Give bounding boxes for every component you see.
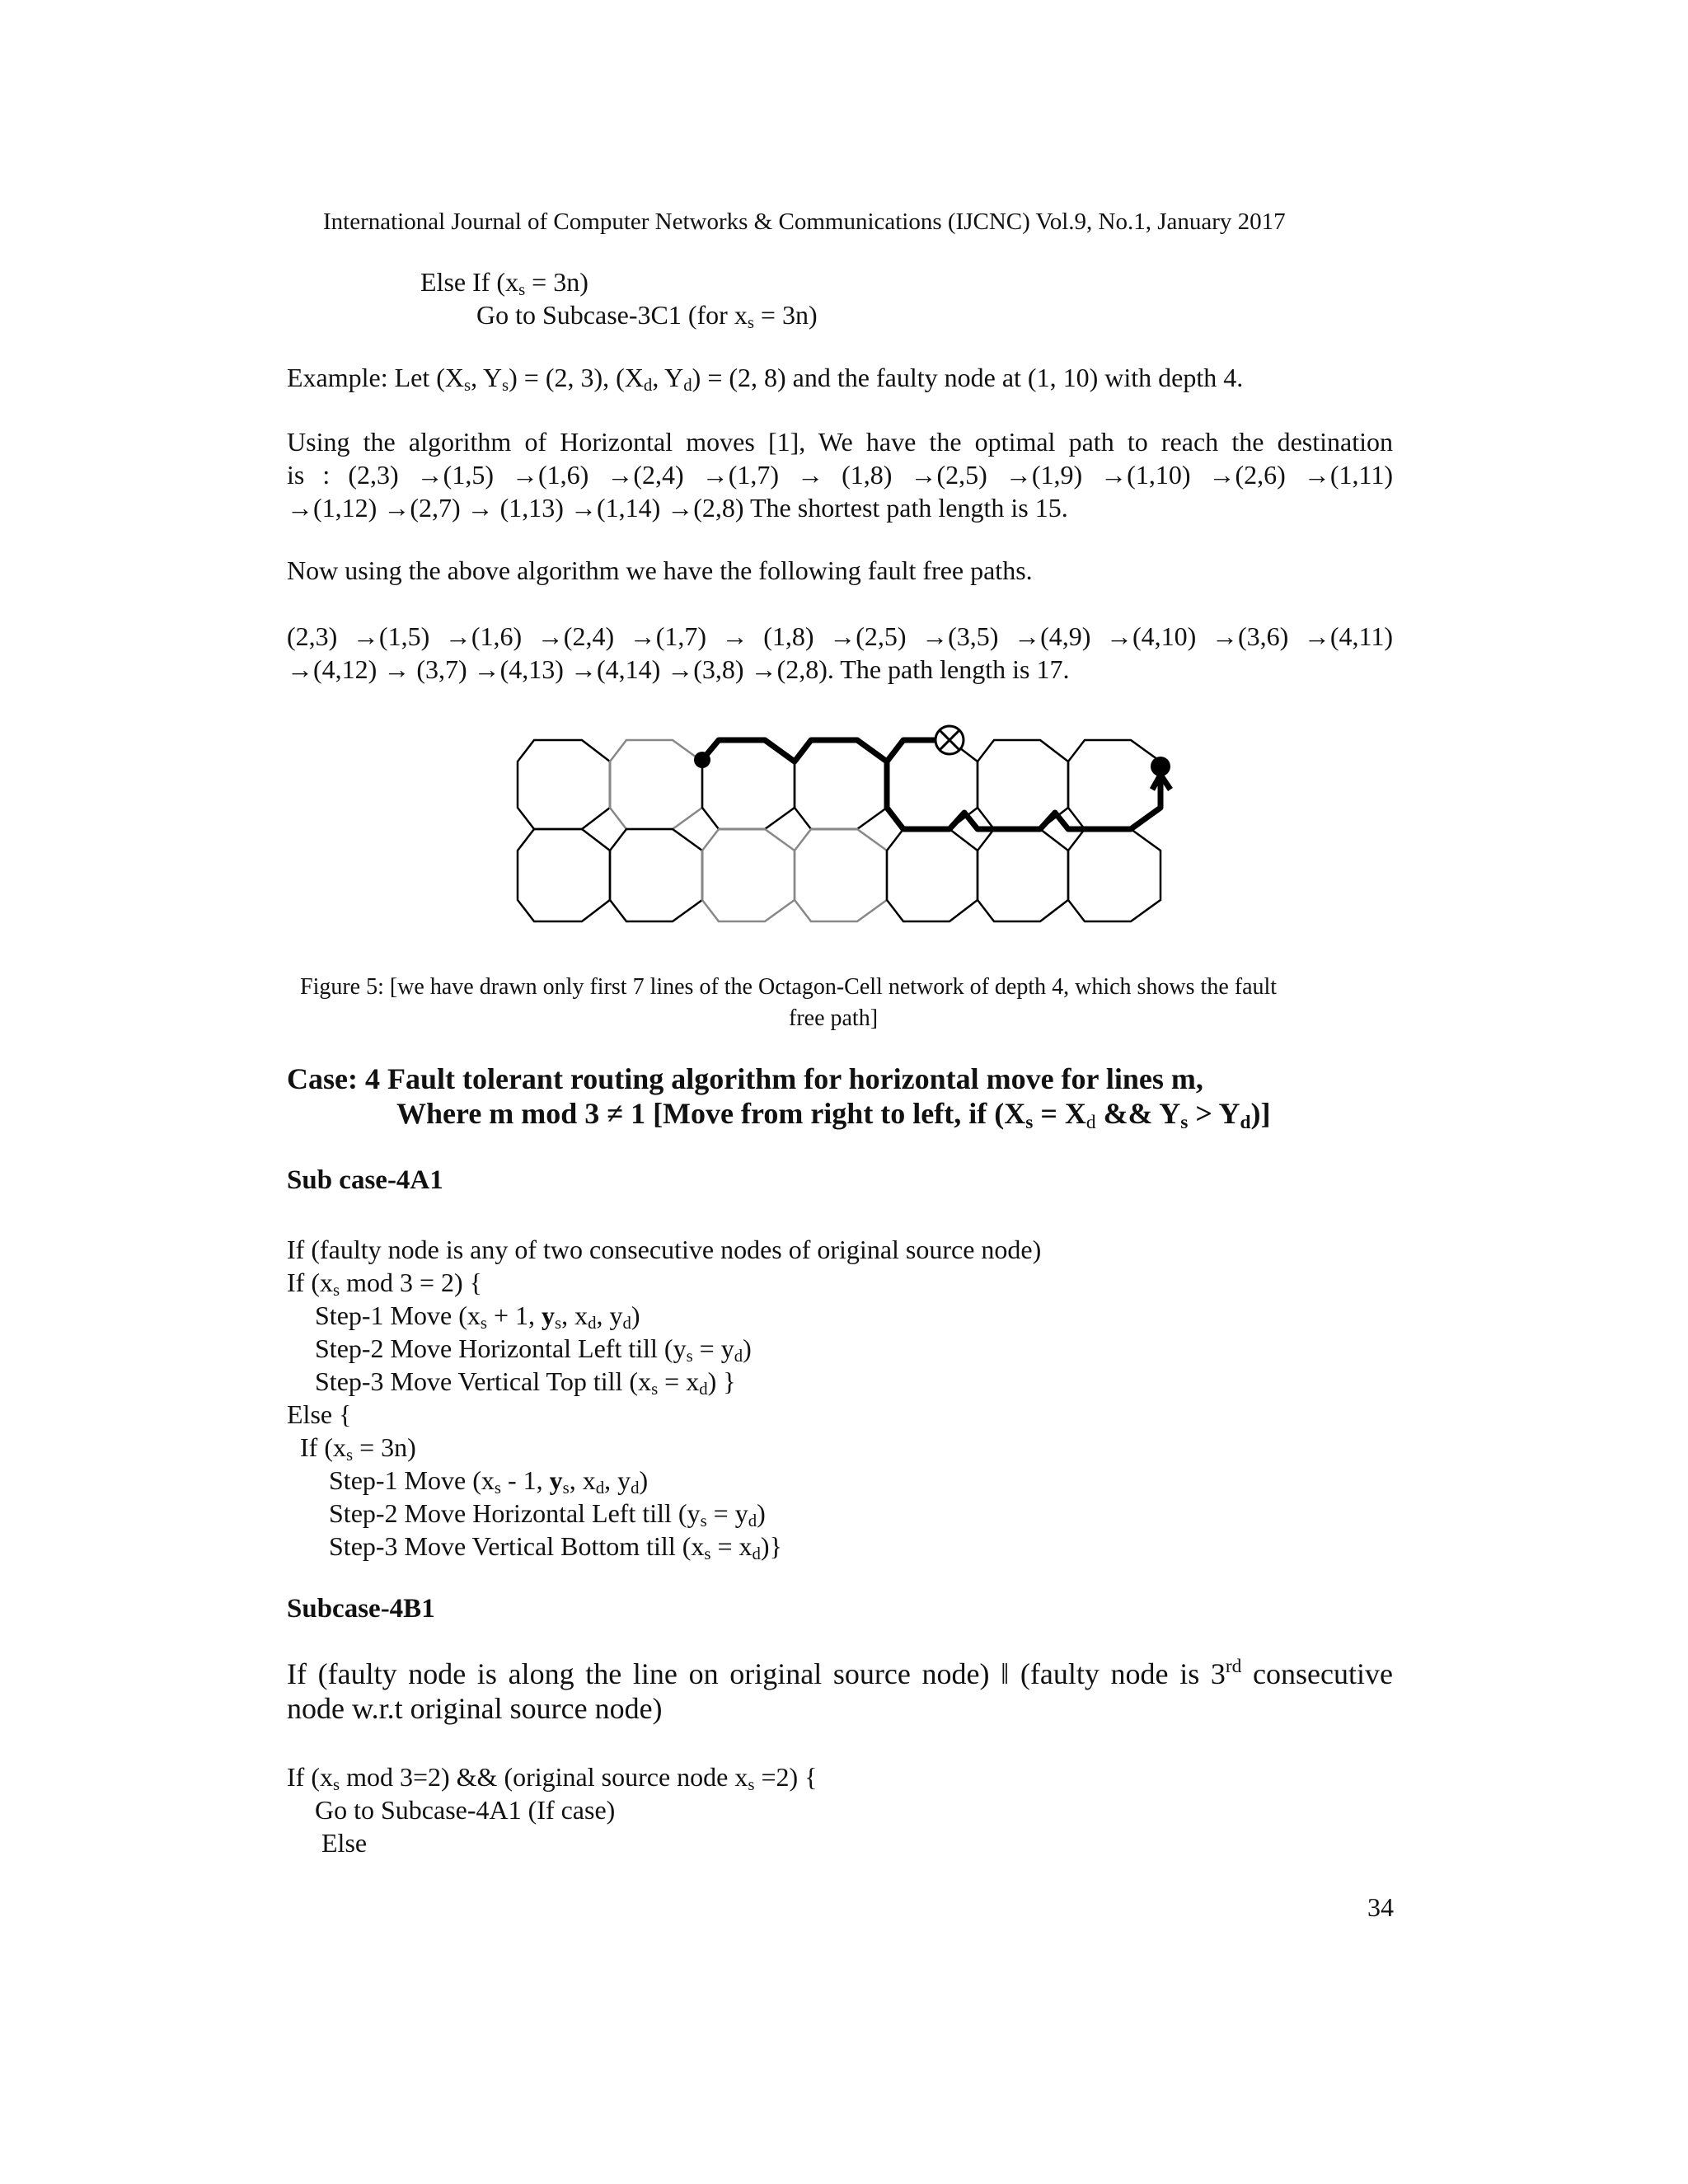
superscript: rd bbox=[1225, 1655, 1242, 1677]
octagon-cell bbox=[887, 829, 978, 921]
figure-caption-line1: Figure 5: [we have drawn only first 7 lines of the Octagon-Cell network of depth 4, which shows the fault bbox=[300, 974, 1278, 1000]
subscript: s bbox=[651, 1380, 659, 1399]
sub4a1-else-step2 bbox=[329, 1497, 766, 1530]
sub4a1-else-step1 bbox=[329, 1464, 648, 1497]
source-node bbox=[694, 752, 710, 768]
text: , x bbox=[561, 1301, 588, 1330]
fault-free-path-segment bbox=[887, 740, 940, 762]
text: mod 3=2) && (original source node x bbox=[340, 1762, 748, 1792]
octagon-cell bbox=[610, 829, 702, 921]
sub4a1-if bbox=[300, 1431, 416, 1464]
sub4b1-line1 bbox=[287, 1657, 1393, 1691]
octagon-cell bbox=[1068, 829, 1160, 921]
else-if-line bbox=[420, 265, 588, 298]
text: Step-2 Move Horizontal Left till (y bbox=[329, 1498, 701, 1528]
fault-free-path bbox=[702, 740, 1160, 829]
para1-line3: →(1,12) →(2,7) → (1,13) →(1,14) →(2,8) The shortest path length is 15. bbox=[287, 493, 1068, 523]
subscript: s bbox=[518, 280, 526, 300]
subscript: s bbox=[562, 1479, 570, 1498]
subscript: s bbox=[686, 1347, 693, 1366]
subscript: d bbox=[595, 1479, 605, 1498]
subscript: d bbox=[631, 1479, 640, 1498]
example-c: ) = (2, 3), (X bbox=[509, 363, 644, 392]
destination-node bbox=[1151, 757, 1170, 776]
goto-text: Go to Subcase-3C1 (for x bbox=[476, 300, 748, 330]
example-e: ) = (2, 8) and the faulty node at (1, 10) with depth 4. bbox=[692, 363, 1244, 392]
else-if-text: Else If (x bbox=[420, 267, 519, 297]
page-number: 34 bbox=[1367, 1892, 1394, 1922]
text: If (faulty node is along the line on original source node) ǁ (faulty node is 3 bbox=[287, 1657, 1226, 1690]
text: =2) { bbox=[754, 1762, 818, 1792]
goto-line bbox=[476, 298, 818, 331]
subscript: d bbox=[1085, 1111, 1096, 1133]
subscript: s bbox=[480, 1314, 487, 1333]
example-line bbox=[287, 361, 1243, 394]
text: consecutive bbox=[1241, 1657, 1393, 1690]
sub4a1-else: Else { bbox=[287, 1399, 352, 1429]
figure-caption-line2: free path] bbox=[789, 1005, 879, 1031]
subscript: s bbox=[332, 1775, 340, 1795]
text: , x bbox=[569, 1465, 596, 1495]
sub4b1-line3 bbox=[287, 1760, 818, 1793]
subscript: s bbox=[332, 1281, 340, 1301]
text: = x bbox=[658, 1366, 700, 1396]
text: Step-1 Move (x bbox=[315, 1301, 481, 1330]
subscript: s bbox=[494, 1479, 501, 1498]
text: ) bbox=[743, 1333, 752, 1363]
subscript: d bbox=[622, 1314, 631, 1333]
text: + 1, bbox=[486, 1301, 542, 1330]
text: Step-1 Move (x bbox=[329, 1465, 495, 1495]
running-header: International Journal of Computer Networks & Communications (IJCNC) Vol.9, No.1, January 2017 bbox=[323, 209, 1286, 235]
text: If (x bbox=[287, 1268, 333, 1297]
sub4a1-step3 bbox=[315, 1365, 736, 1398]
octagon-cell bbox=[518, 829, 610, 921]
octagon-cell bbox=[610, 740, 702, 829]
subscript: s bbox=[502, 376, 509, 396]
text: Step-3 Move Vertical Top till (x bbox=[315, 1366, 652, 1396]
text: ) bbox=[757, 1498, 766, 1528]
text: = y bbox=[706, 1498, 748, 1528]
sub4a1-line2 bbox=[287, 1266, 482, 1299]
example-b: , Y bbox=[471, 363, 503, 392]
text: )} bbox=[760, 1531, 782, 1561]
subscript: s bbox=[748, 1775, 755, 1795]
octagon-cell bbox=[978, 829, 1068, 921]
sub4b1-line2: node w.r.t original source node) bbox=[287, 1692, 663, 1725]
text: ) } bbox=[707, 1366, 736, 1396]
case4-text-a: Where m mod 3 ≠ 1 [Move from right to left, if (X bbox=[396, 1097, 1026, 1130]
text: , y bbox=[604, 1465, 631, 1495]
text: Step-2 Move Horizontal Left till (y bbox=[315, 1333, 687, 1363]
subscript: s bbox=[747, 313, 754, 333]
text: Step-3 Move Vertical Bottom till (x bbox=[329, 1531, 705, 1561]
case4-heading-line2 bbox=[396, 1096, 1271, 1131]
sub4b1-line4: Go to Subcase-4A1 (If case) bbox=[315, 1795, 616, 1825]
sub4b1-title: Subcase-4B1 bbox=[287, 1594, 435, 1624]
subscript: d bbox=[1240, 1111, 1251, 1133]
text: If (x bbox=[300, 1432, 346, 1462]
text: ) bbox=[639, 1465, 649, 1495]
text: - 1, bbox=[500, 1465, 550, 1495]
octagon-cell bbox=[795, 829, 887, 921]
octagon-cell-figure bbox=[495, 717, 1187, 940]
subscript: s bbox=[704, 1544, 711, 1564]
case4-heading-line1: Case: 4 Fault tolerant routing algorithm for horizontal move for lines m, bbox=[287, 1062, 1203, 1095]
para3-line1: (2,3) →(1,5) →(1,6) →(2,4) →(1,7) → (1,8) →(2,5) →(3,5) →(4,9) →(4,10) →(3,6) →(4,11) bbox=[287, 621, 1393, 651]
else-if-tail: = 3n) bbox=[525, 267, 588, 297]
subscript: s bbox=[345, 1446, 354, 1465]
para2: Now using the above algorithm we have the following fault free paths. bbox=[287, 555, 1033, 585]
subscript: d bbox=[643, 376, 653, 396]
case4-text-e: )] bbox=[1250, 1097, 1271, 1130]
text: = x bbox=[710, 1531, 753, 1561]
subscript: s bbox=[464, 376, 471, 396]
text: = 3n) bbox=[353, 1432, 416, 1462]
para1-line2: is : (2,3) →(1,5) →(1,6) →(2,4) →(1,7) → (1,8) →(2,5) →(1,9) →(1,10) →(2,6) →(1,11) bbox=[287, 460, 1393, 490]
case4-text-d: > Y bbox=[1188, 1097, 1240, 1130]
subscript: s bbox=[555, 1314, 562, 1333]
para1-line1: Using the algorithm of Horizontal moves [1], We have the optimal path to reach the destination bbox=[287, 427, 1393, 457]
text: = y bbox=[692, 1333, 734, 1363]
goto-tail: = 3n) bbox=[753, 300, 818, 330]
subscript: d bbox=[734, 1347, 743, 1366]
subscript: d bbox=[699, 1380, 708, 1399]
text: If (x bbox=[287, 1762, 333, 1792]
text: ) bbox=[631, 1301, 640, 1330]
para3-line2: →(4,12) → (3,7) →(4,13) →(4,14) →(3,8) →(2,8). The path length is 17. bbox=[287, 654, 1070, 684]
faulty-node-icon bbox=[935, 726, 964, 754]
sub4a1-step1 bbox=[315, 1299, 640, 1332]
subscript: s bbox=[1180, 1111, 1189, 1133]
example-a: Example: Let (X bbox=[287, 363, 465, 392]
subscript: d bbox=[748, 1511, 757, 1531]
sub4a1-line1: If (faulty node is any of two consecutive nodes of original source node) bbox=[287, 1235, 1042, 1264]
bold-y: y bbox=[549, 1465, 563, 1495]
octagon-cell bbox=[702, 829, 795, 921]
sub4a1-title: Sub case-4A1 bbox=[287, 1165, 443, 1195]
subscript: s bbox=[1025, 1111, 1034, 1133]
subscript: d bbox=[588, 1314, 597, 1333]
octagon-cell bbox=[518, 740, 610, 829]
subscript: s bbox=[700, 1511, 707, 1531]
sub4a1-step2 bbox=[315, 1332, 752, 1365]
sub4a1-else-step3 bbox=[329, 1530, 782, 1563]
subscript: d bbox=[683, 376, 692, 396]
text: , y bbox=[596, 1301, 623, 1330]
sub4b1-line5: Else bbox=[321, 1828, 368, 1858]
subscript: d bbox=[752, 1544, 761, 1564]
text: mod 3 = 2) { bbox=[340, 1268, 483, 1297]
bold-y: y bbox=[542, 1301, 555, 1330]
case4-text-c: && Y bbox=[1095, 1097, 1181, 1130]
example-d: , Y bbox=[652, 363, 684, 392]
case4-text-b: = X bbox=[1033, 1097, 1086, 1130]
